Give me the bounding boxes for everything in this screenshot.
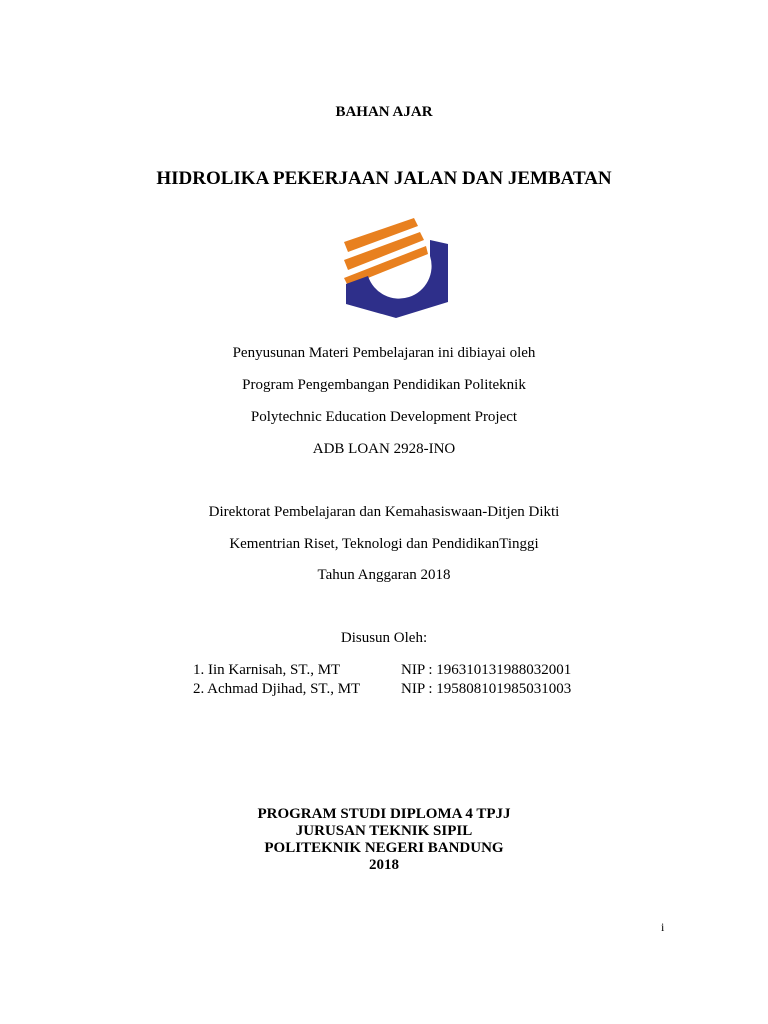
logo-blue-hex: [346, 240, 448, 318]
author-nip: NIP : 195808101985031003: [401, 681, 572, 697]
author-name: 1. Iin Karnisah, ST., MT: [193, 662, 341, 678]
directorate-line: Direktorat Pembelajaran dan Kemahasiswaan-Ditjen Dikti: [208, 504, 560, 520]
document-title: HIDROLIKA PEKERJAAN JALAN DAN JEMBATAN: [156, 168, 612, 189]
institution-logo: [338, 214, 454, 318]
author-name: 2. Achmad Djihad, ST., MT: [193, 681, 361, 697]
directorate-line: Kementrian Riset, Teknologi dan PendidikanTinggi: [229, 536, 539, 552]
byline: Disusun Oleh:: [340, 630, 428, 646]
author-nip: NIP : 196310131988032001: [401, 662, 572, 678]
institution-line: PROGRAM STUDI DIPLOMA 4 TPJJ: [257, 806, 511, 822]
directorate-line: Tahun Anggaran 2018: [317, 567, 451, 583]
funding-line: Penyusunan Materi Pembelajaran ini dibiayai oleh: [232, 345, 536, 361]
page-number: i: [661, 920, 665, 934]
funding-line: Polytechnic Education Development Project: [250, 409, 518, 425]
institution-line: JURUSAN TEKNIK SIPIL: [295, 823, 473, 839]
institution-line: POLITEKNIK NEGERI BANDUNG: [264, 840, 504, 856]
institution-line: 2018: [369, 857, 399, 873]
funding-line: ADB LOAN 2928-INO: [312, 441, 456, 457]
document-label: BAHAN AJAR: [335, 104, 433, 120]
logo-orange-stripes: [344, 218, 428, 286]
funding-line: Program Pengembangan Pendidikan Politeknik: [242, 377, 526, 393]
